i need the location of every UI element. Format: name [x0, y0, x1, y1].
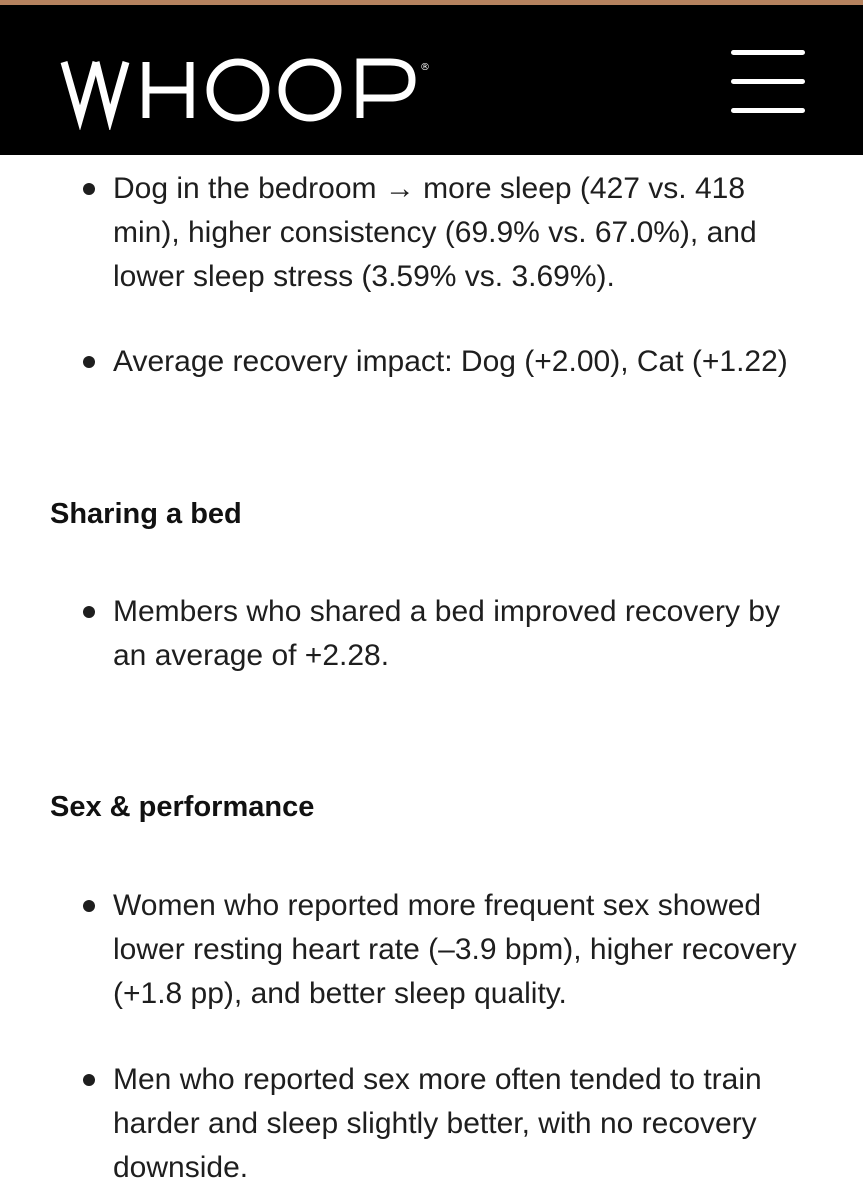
hamburger-icon-bar-bottom [731, 108, 805, 113]
bullet-icon [83, 1074, 95, 1086]
list-item-text: Average recovery impact: Dog (+2.00), Cat (+1.22) [113, 345, 788, 378]
list-item-text: Men who reported sex more often tended to train harder and sleep slightly better, with no recovery downside. [113, 1063, 762, 1184]
list-item [113, 167, 813, 299]
bullet-icon [83, 183, 95, 195]
list-item-text: Women who reported more frequent sex showed lower resting heart rate (–3.9 bpm), higher recovery (+1.8 pp), and better sleep quality. [113, 889, 797, 1010]
list-item [113, 590, 813, 678]
bullet-icon [83, 356, 95, 368]
site-header [0, 5, 863, 155]
whoop-logo-mark [60, 50, 440, 130]
list-item-text: Members who shared a bed improved recovery by an average of +2.28. [113, 595, 780, 672]
list-item-text: Dog in the bedroom → more sleep (427 vs. 418 min), higher consistency (69.9% vs. 67.0%), and lower sleep stress (3.59% vs. 3.69%). [113, 172, 757, 293]
section-heading: Sex & performance [50, 791, 315, 823]
bullet-icon [83, 606, 95, 618]
whoop-logo[interactable] [60, 50, 440, 128]
bullet-icon [83, 900, 95, 912]
list-item [113, 340, 813, 384]
list-item [113, 884, 813, 1016]
section-heading: Sharing a bed [50, 498, 242, 530]
registered-mark: ® [420, 62, 430, 73]
menu-button[interactable] [728, 47, 808, 117]
hamburger-icon-bar-middle [731, 79, 805, 84]
list-item [113, 1058, 813, 1190]
hamburger-icon-bar-top [731, 50, 805, 55]
